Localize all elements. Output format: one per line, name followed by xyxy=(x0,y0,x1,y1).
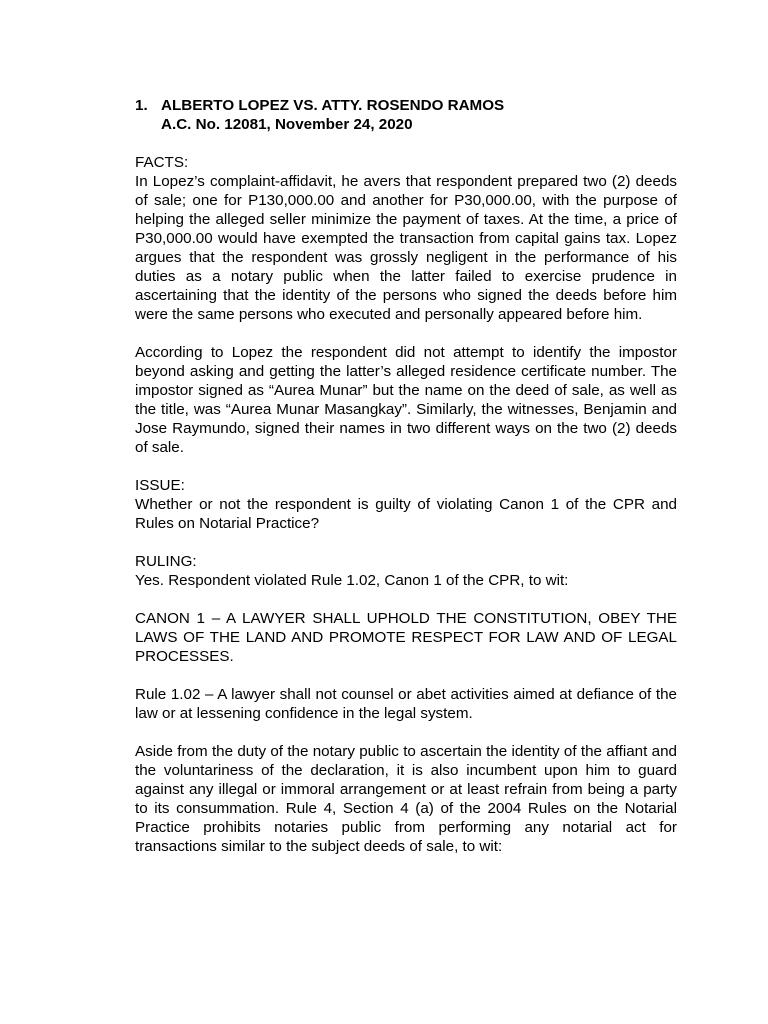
case-number: 1. xyxy=(135,97,148,114)
issue-text: Whether or not the respondent is guilty of violating Canon 1 of the CPR and Rules on Notarial Practice? xyxy=(135,496,677,532)
spacer xyxy=(135,134,677,153)
facts-paragraph-2: According to Lopez the respondent did not attempt to identify the impostor beyond asking and getting the latter’s alleged residence certificate number. The impostor signed as “Aurea Munar” but the name on the deed of sale, as well as the title, was “Aurea Munar Masangkay”. Similarly, the witnesses, Benjamin and Jose Raymundo, signed their names in two different ways on the two (2) deeds of sale. xyxy=(135,344,677,456)
spacer xyxy=(135,723,677,742)
ruling-intro: Yes. Respondent violated Rule 1.02, Canon 1 of the CPR, to wit: xyxy=(135,572,569,589)
rule-text: Rule 1.02 – A lawyer shall not counsel or abet activities aimed at defiance of the law or at lessening confidence in the legal system. xyxy=(135,686,677,722)
facts-heading: FACTS: xyxy=(135,154,189,171)
issue-heading: ISSUE: xyxy=(135,477,185,494)
case-title xyxy=(135,96,677,115)
case-parties: ALBERTO LOPEZ VS. ATTY. ROSENDO RAMOS xyxy=(161,97,505,114)
ruling-discussion: Aside from the duty of the notary public to ascertain the identity of the affiant and the voluntariness of the declaration, it is also incumbent upon him to guard against any illegal or immoral arrangement or at least refrain from being a party to its consummation. Rule 4, Section 4 (a) of the 2004 Rules on the Notarial Practice prohibits notaries public from performing any notarial act for transactions similar to the subject deeds of sale, to wit: xyxy=(135,743,677,855)
document-body xyxy=(135,96,677,856)
spacer xyxy=(135,533,677,552)
spacer xyxy=(135,590,677,609)
canon-text: CANON 1 – A LAWYER SHALL UPHOLD THE CONSTITUTION, OBEY THE LAWS OF THE LAND AND PROMOTE RESPECT FOR LAW AND OF LEGAL PROCESSES. xyxy=(135,610,677,665)
ruling-heading: RULING: xyxy=(135,553,197,570)
facts-paragraph-1: In Lopez’s complaint-affidavit, he avers that respondent prepared two (2) deeds of sale; one for P130,000.00 and another for P30,000.00, with the purpose of helping the alleged seller minimize the payment of taxes. At the time, a price of P30,000.00 would have exempted the transaction from capital gains tax. Lopez argues that the respondent was grossly negligent in the performance of his duties as a notary public when the latter failed to exercise prudence in ascertaining that the identity of the persons who signed the deeds before him were the same persons who executed and personally appeared before him. xyxy=(135,173,677,323)
case-citation: A.C. No. 12081, November 24, 2020 xyxy=(161,116,413,133)
spacer xyxy=(135,457,677,476)
spacer xyxy=(135,666,677,685)
spacer xyxy=(135,324,677,343)
